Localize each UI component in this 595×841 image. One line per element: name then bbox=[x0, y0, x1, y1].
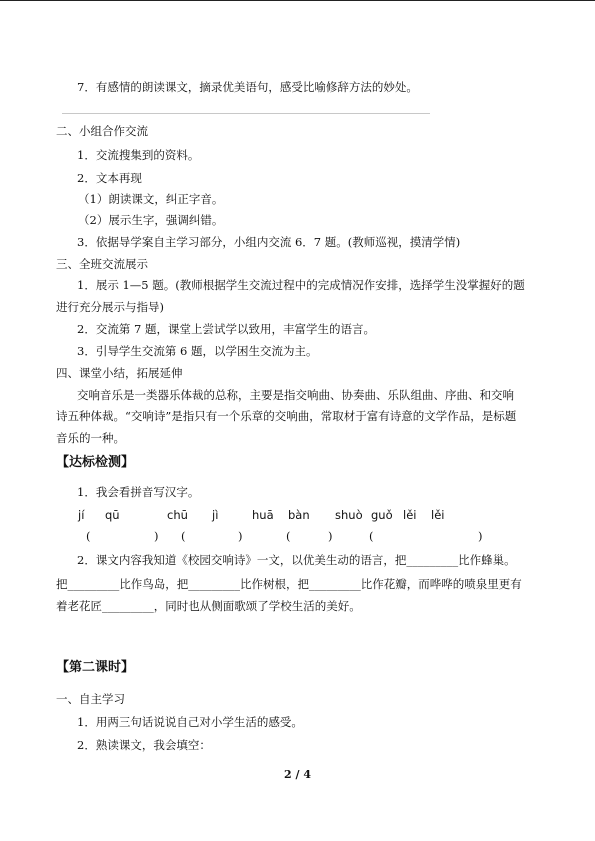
answer-paren-close: ) bbox=[154, 529, 159, 543]
text-line: 3．依据导学案自主学习部分，小组内交流 6．7 题。(教师巡视，摸清学情) bbox=[77, 235, 461, 249]
text-line: 音乐的一种。 bbox=[56, 431, 125, 445]
text-line: 1．展示 1—5 题。(教师根据学生交流过程中的完成情况作安排，选择学生没掌握好的题 bbox=[77, 278, 525, 292]
divider-line bbox=[62, 113, 430, 114]
section-heading: 三、全班交流展示 bbox=[56, 257, 148, 271]
answer-paren-close: ) bbox=[328, 529, 333, 543]
pinyin-syllable: guǒ bbox=[371, 508, 393, 522]
section-heading: 一、自主学习 bbox=[56, 692, 125, 706]
pinyin-syllable: bàn bbox=[288, 508, 310, 522]
page-number: 2 / 4 bbox=[284, 768, 311, 781]
text-line: 把_________比作鸟岛，把_________比作树根，把_________比作花瓣，而哗哗的喷泉里更有 bbox=[56, 577, 522, 591]
answer-paren-close: ) bbox=[478, 529, 483, 543]
answer-paren-open: ( bbox=[286, 529, 291, 543]
answer-paren-open: ( bbox=[86, 529, 91, 543]
text-line: 诗五种体裁。“交响诗”是指只有一个乐章的交响曲，常取材于富有诗意的文学作品，是标题 bbox=[56, 409, 517, 423]
answer-paren-open: ( bbox=[369, 529, 374, 543]
section-title: 【达标检测】 bbox=[56, 455, 135, 470]
text-line: 1．交流搜集到的资料。 bbox=[77, 148, 200, 162]
text-line: 7．有感情的朗读课文，摘录优美语句，感受比喻修辞方法的妙处。 bbox=[77, 80, 418, 94]
text-line: 2．熟读课文，我会填空： bbox=[77, 738, 211, 752]
page-top-border bbox=[0, 0, 595, 1]
pinyin-syllable: lěi bbox=[431, 508, 445, 522]
pinyin-syllable: jí bbox=[78, 508, 85, 522]
section-heading: 四、课堂小结，拓展延伸 bbox=[56, 366, 183, 380]
pinyin-syllable: shuò bbox=[335, 508, 363, 522]
text-line: 1．我会看拼音写汉字。 bbox=[77, 485, 200, 499]
pinyin-syllable: chū bbox=[167, 508, 188, 522]
text-line: 着老花匠_________，同时也从侧面歌颂了学校生活的美好。 bbox=[56, 599, 361, 613]
pinyin-syllable: huā bbox=[252, 508, 274, 522]
text-line: 3．引导学生交流第 6 题，以学困生交流为主。 bbox=[77, 344, 318, 358]
section-heading: 二、小组合作交流 bbox=[56, 124, 148, 138]
text-line: （1）朗读课文，纠正字音。 bbox=[78, 192, 224, 206]
text-line: 交响音乐是一类器乐体裁的总称，主要是指交响曲、协奏曲、乐队组曲、序曲、和交响 bbox=[77, 388, 514, 402]
text-line: 1．用两三句话说说自己对小学生活的感受。 bbox=[77, 715, 303, 729]
text-line: 2．交流第 7 题，课堂上尝试学以致用，丰富学生的语言。 bbox=[77, 322, 375, 336]
text-line: 进行充分展示与指导) bbox=[56, 300, 164, 314]
pinyin-syllable: lěi bbox=[403, 508, 417, 522]
answer-paren-open: ( bbox=[181, 529, 186, 543]
answer-paren-close: ) bbox=[238, 529, 243, 543]
text-line: 2．文本再现 bbox=[77, 171, 142, 185]
text-line: （2）展示生字，强调纠错。 bbox=[78, 213, 224, 227]
pinyin-syllable: qū bbox=[105, 508, 120, 522]
pinyin-syllable: jì bbox=[212, 508, 219, 522]
text-line: 2．课文内容我知道《校园交响诗》一文，以优美生动的语言，把_________比作蜂巢。 bbox=[77, 553, 516, 567]
section-title: 【第二课时】 bbox=[56, 660, 135, 675]
